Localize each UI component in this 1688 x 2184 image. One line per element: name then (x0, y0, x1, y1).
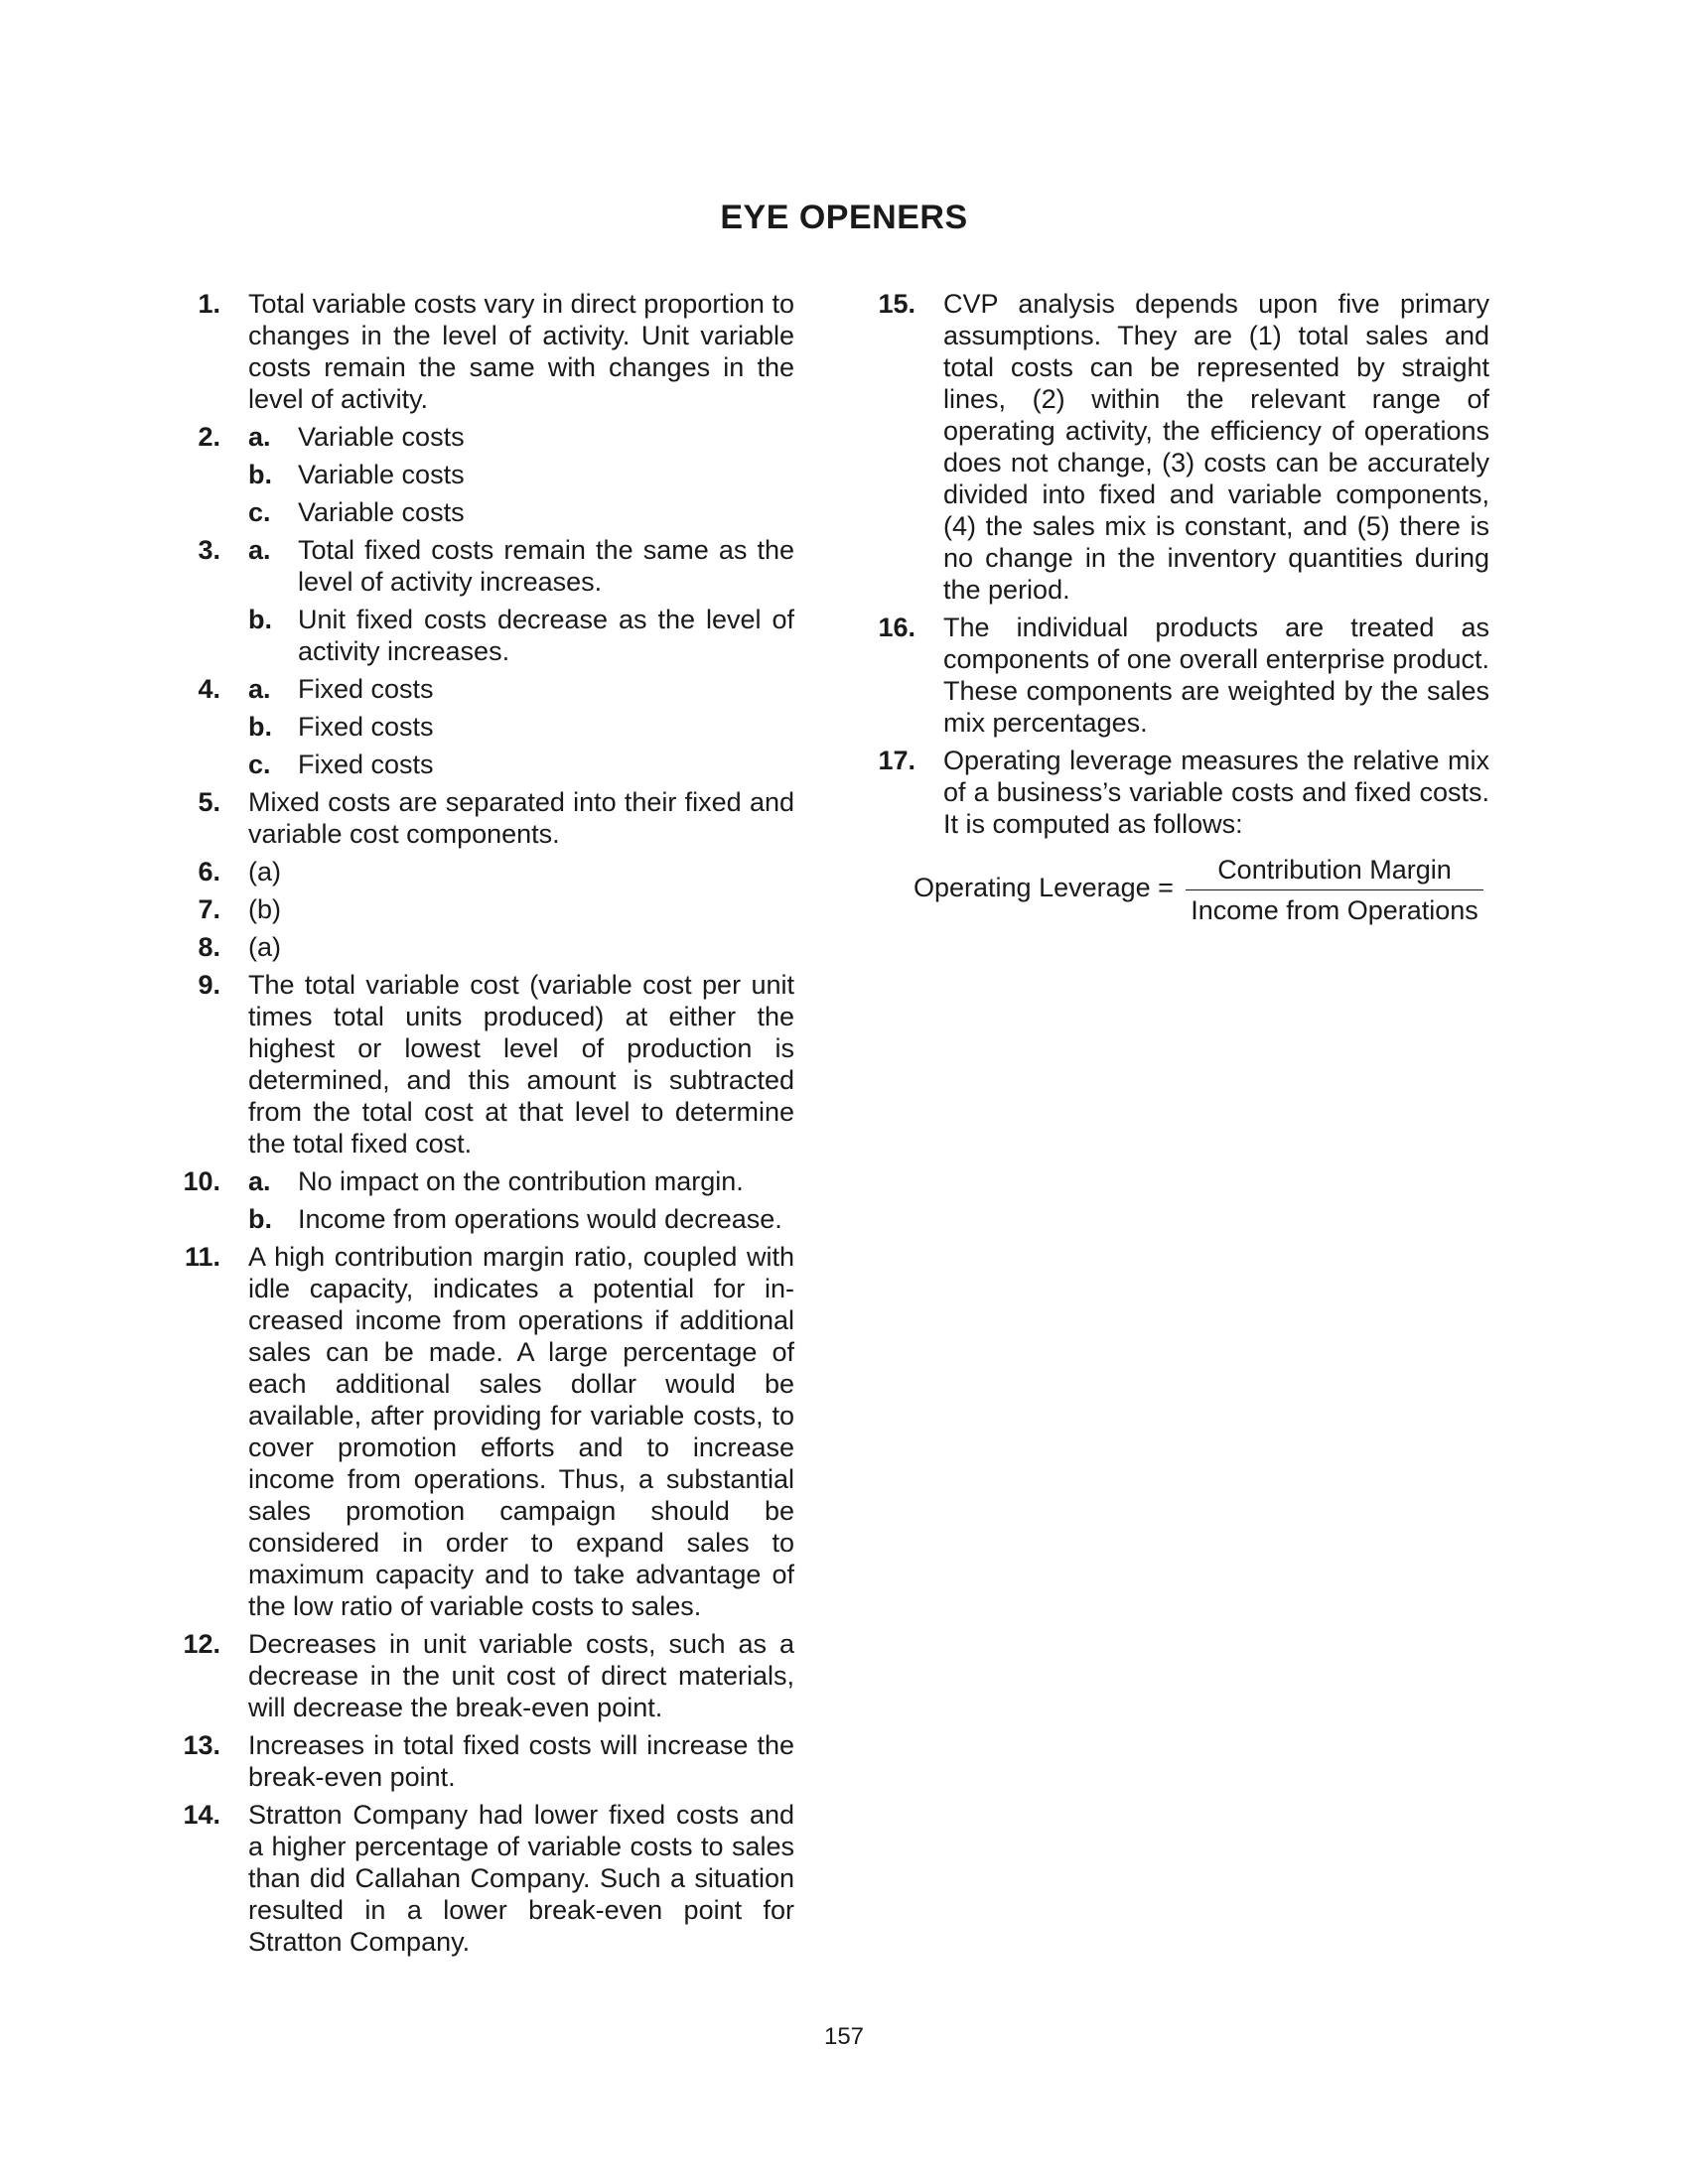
item-number: 13. (183, 1730, 220, 1760)
item-number: 16. (878, 613, 915, 642)
item-text: CVP analysis depends upon five primary assumptions. They are (1) total sales and total costs can be represented by straight lines, (2) within the relevant range of operating activity, the efficiency of operations does not change, (3) costs can be accurately divided into fixed and variable components, (4) the sales mix is constant, and (5) there is no change in the inventory quantities during the period. (943, 289, 1489, 605)
sub-letter: a. (248, 535, 271, 565)
sub-text: Total fixed costs remain the same as the level of activity increases. (298, 535, 794, 597)
answer-item-5 (171, 786, 794, 850)
sub-letter: b. (248, 605, 272, 634)
sub-item-b (248, 711, 794, 743)
sub-letter: a. (248, 1166, 271, 1196)
sub-text: Income from operations would decrease. (298, 1204, 782, 1234)
item-text: Total variable costs vary in direct proportion to changes in the level of activity. Unit variable costs remain the same with changes in the level of activity. (248, 289, 794, 414)
sub-letter: c. (248, 497, 271, 527)
sub-item-a (248, 1165, 794, 1197)
item-text: The individual products are treated as components of one overall enterprise product. These components are weighted by the sales mix percentages. (943, 613, 1489, 738)
item-number: 2. (198, 422, 220, 452)
item-number: 14. (183, 1800, 220, 1830)
sub-text: Fixed costs (298, 750, 434, 779)
answer-item-14 (171, 1799, 794, 1958)
formula-fraction (1186, 854, 1483, 926)
sub-item-c (248, 749, 794, 780)
sub-letter: a. (248, 422, 271, 452)
answer-item-9 (171, 969, 794, 1160)
answer-item-7 (171, 893, 794, 925)
item-number: 9. (198, 970, 220, 1000)
sub-text: Variable costs (298, 422, 465, 452)
sub-text: Fixed costs (298, 712, 434, 742)
item-number: 11. (184, 1242, 220, 1272)
item-number: 3. (198, 535, 220, 565)
sub-item-b (248, 459, 794, 490)
item-text: Decreases in unit variable costs, such as a decrease in the unit cost of direct materials, will decrease the break-even point. (248, 1629, 794, 1722)
item-number: 6. (198, 857, 220, 887)
operating-leverage-formula (866, 854, 1489, 923)
item-text: Operating leverage measures the relative mix of a business’s variable costs and fixed costs. It is computed as follows: (943, 746, 1489, 839)
item-text: Increases in total fixed costs will increase the break-even point. (248, 1730, 794, 1792)
right-column (866, 288, 1489, 923)
item-number: 15. (878, 289, 915, 319)
sub-letter: c. (248, 750, 271, 779)
sub-text: Fixed costs (298, 674, 434, 704)
sub-letter: a. (248, 674, 271, 704)
sub-text: No impact on the contribution margin. (298, 1166, 744, 1196)
item-number: 7. (198, 894, 220, 924)
answer-item-1 (171, 288, 794, 415)
answer-item-15 (866, 288, 1489, 606)
item-number: 17. (878, 746, 915, 775)
sub-item-b (248, 604, 794, 667)
left-column (171, 288, 794, 1964)
sub-item-a (248, 421, 794, 453)
item-number: 5. (198, 787, 220, 817)
formula-numerator: Contribution Margin (1186, 854, 1483, 890)
item-text: Mixed costs are separated into their fixed and variable cost components. (248, 787, 794, 849)
item-number: 10. (183, 1166, 220, 1196)
sub-letter: b. (248, 460, 272, 489)
item-text: (a) (248, 857, 281, 887)
sub-item-a (248, 534, 794, 598)
sub-letter: b. (248, 1204, 272, 1234)
item-text: (a) (248, 932, 281, 962)
answer-item-12 (171, 1628, 794, 1723)
page-number: 157 (823, 2023, 865, 2050)
answer-item-2 (171, 421, 794, 528)
answer-item-4 (171, 673, 794, 780)
sub-item-b (248, 1203, 794, 1235)
formula-lhs: Operating Leverage = (914, 873, 1174, 902)
item-text: A high contribution margin ratio, coupled with idle capacity, indicates a potential for in-creased income from operations if additional sales can be made. A large percentage of each additional sales dollar would be available, after providing for variable costs, to cover promotion efforts and to increase income from operations. Thus, a substantial sales promotion campaign should be considered in order to expand sales to maximum capacity and to take advantage of the low ratio of variable costs to sales. (248, 1242, 794, 1621)
page-title: EYE OPENERS (720, 199, 968, 236)
item-text: The total variable cost (variable cost per unit times total units produced) at either the highest or lowest level of production is determined, and this amount is subtracted from the total cost at that level to determine the total fixed cost. (248, 970, 794, 1159)
sub-item-a (248, 673, 794, 705)
answer-item-11 (171, 1241, 794, 1622)
item-number: 8. (198, 932, 220, 962)
sub-item-c (248, 496, 794, 528)
answer-item-13 (171, 1729, 794, 1793)
answer-item-8 (171, 931, 794, 963)
sub-text: Unit fixed costs decrease as the level of activity increases. (298, 605, 794, 666)
answer-item-10 (171, 1165, 794, 1235)
answer-item-17 (866, 745, 1489, 840)
item-text: Stratton Company had lower fixed costs and a higher percentage of variable costs to sales than did Callahan Company. Such a situation resulted in a lower break-even point for Stratton Company. (248, 1800, 794, 1957)
formula-denominator: Income from Operations (1191, 895, 1478, 925)
answer-item-6 (171, 856, 794, 887)
item-number: 12. (183, 1629, 220, 1659)
answer-item-3 (171, 534, 794, 667)
sub-letter: b. (248, 712, 272, 742)
item-number: 1. (198, 289, 220, 319)
sub-text: Variable costs (298, 497, 465, 527)
sub-text: Variable costs (298, 460, 465, 489)
item-number: 4. (198, 674, 220, 704)
answer-item-16 (866, 612, 1489, 739)
item-text: (b) (248, 894, 281, 924)
